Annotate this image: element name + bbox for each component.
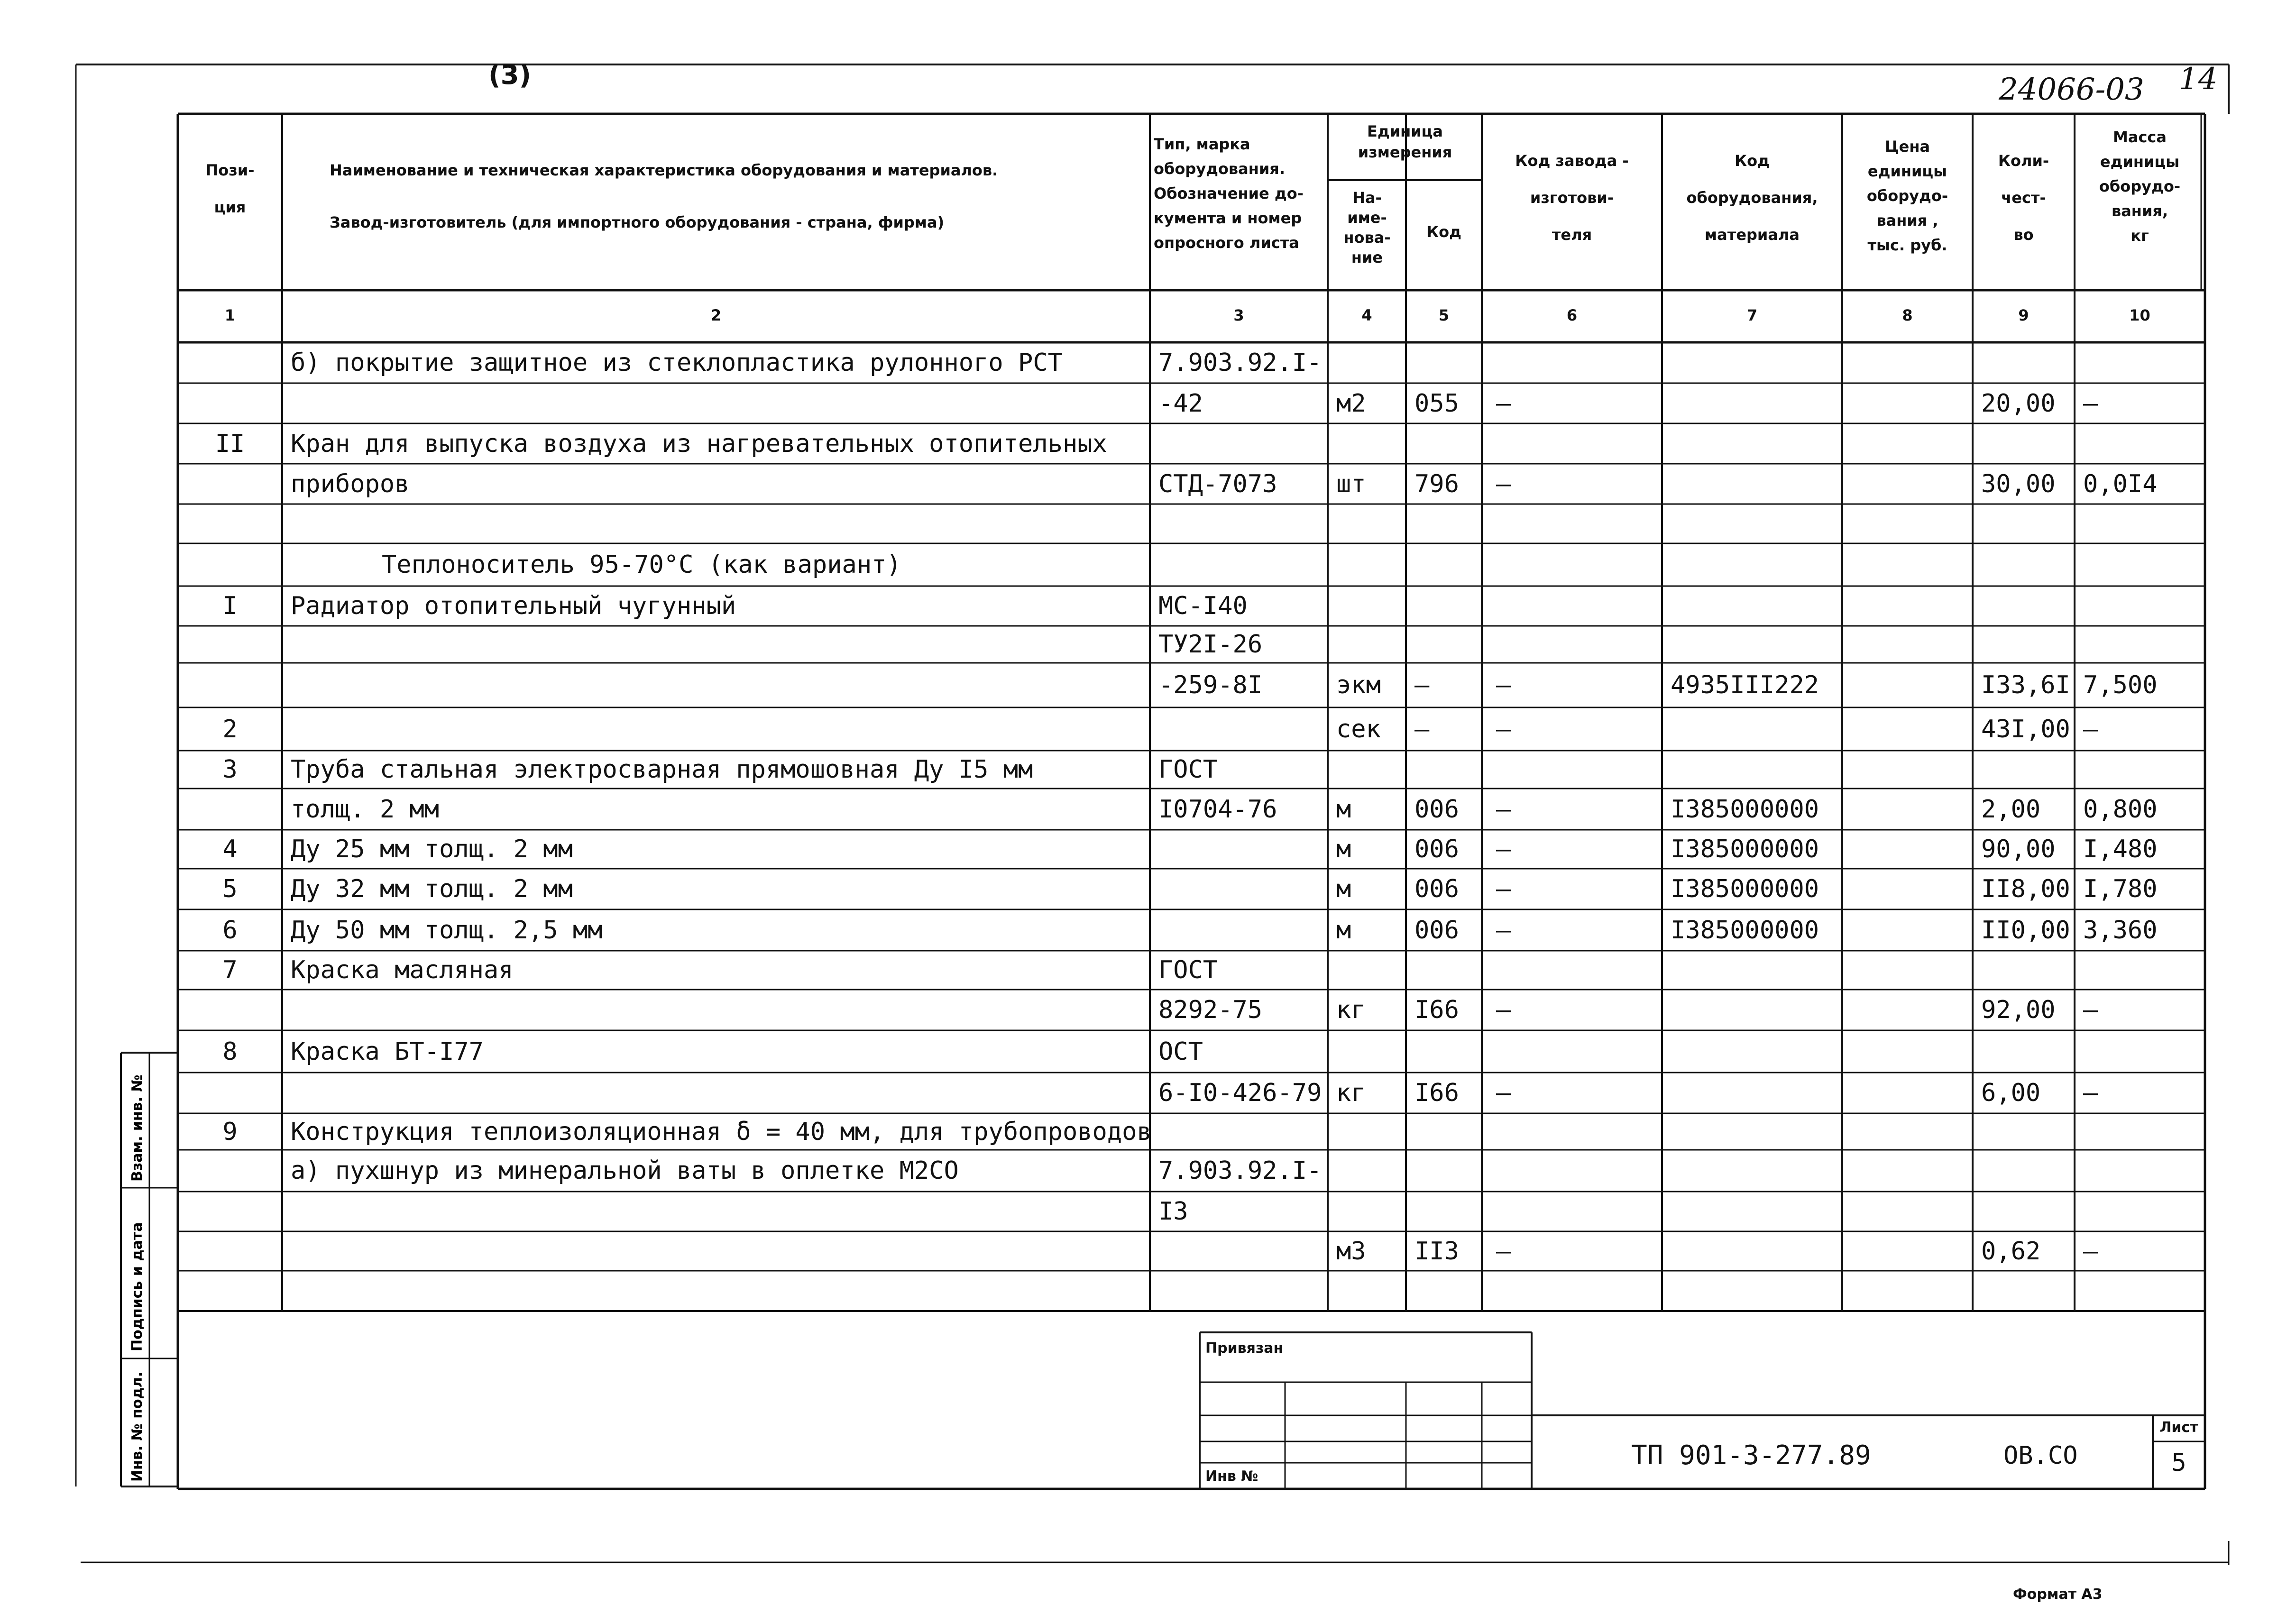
header-c8-line: тыс. руб. [1867, 236, 1947, 254]
header-c7-line: материала [1705, 226, 1800, 244]
cell-qty: 92,00 [1981, 996, 2056, 1024]
header-c10-line: единицы [2100, 153, 2180, 171]
cell-type: -42 [1158, 389, 1203, 418]
cell-factory: – [1496, 671, 1511, 699]
cell-unit: м [1336, 795, 1351, 824]
doc-number-handwritten: 24066-03 [1999, 72, 2144, 107]
cell-type: ОСТ [1158, 1037, 1203, 1066]
cell-qty: 20,00 [1981, 389, 2056, 418]
cell-unit: м2 [1336, 389, 1366, 418]
cell-type: 7.903.92.I- [1158, 1156, 1322, 1185]
header-c6-line: изготови- [1530, 189, 1614, 207]
cell-type: 8292-75 [1158, 996, 1263, 1024]
column-number: 5 [1438, 306, 1450, 324]
header-unit-name: На- [1352, 189, 1382, 207]
cell-factory: – [1496, 875, 1511, 903]
cell-material-code: I385000000 [1671, 835, 1819, 863]
cell-type: I3 [1158, 1197, 1188, 1226]
header-units-title: измерения [1358, 143, 1452, 161]
cell-qty: I33,6I [1981, 671, 2070, 699]
format-label: Формат А3 [2013, 1586, 2103, 1603]
cell-name: Теплоноситель 95-70°С (как вариант) [382, 551, 901, 579]
header-c10-line: вания, [2111, 202, 2168, 220]
cell-name: Конструкция теплоизоляционная δ = 40 мм, для трубопроводов [291, 1117, 1152, 1146]
side-label: Взам. инв. № [129, 1074, 146, 1182]
cell-code: – [1414, 715, 1430, 743]
cell-code: 006 [1414, 875, 1459, 903]
cell-type: МС-I40 [1158, 592, 1248, 620]
header-c8-line: единицы [1867, 162, 1947, 180]
cell-pos: 5 [222, 875, 238, 903]
header-c3-line: опросного листа [1154, 234, 1299, 252]
header-c9-line: Коли- [1998, 152, 2049, 170]
header-c7-line: оборудования, [1686, 189, 1818, 207]
header-c1-line: ция [214, 198, 246, 216]
cell-qty: 6,00 [1981, 1079, 2041, 1107]
header-unit-name: нова- [1343, 229, 1391, 247]
cell-mass: – [2083, 1079, 2098, 1107]
cell-type: ГОСТ [1158, 956, 1218, 984]
cell-factory: – [1496, 1079, 1511, 1107]
cell-code: 006 [1414, 835, 1459, 863]
cell-code: – [1414, 671, 1430, 699]
cell-qty: II0,00 [1981, 916, 2070, 945]
side-label: Инв. № подл. [129, 1371, 146, 1482]
cell-qty: 0,62 [1981, 1237, 2041, 1266]
column-number: 9 [2018, 306, 2029, 324]
cell-factory: – [1496, 795, 1511, 824]
header-c10-line: Масса [2113, 128, 2167, 146]
cell-code: I66 [1414, 1079, 1459, 1107]
header-c2-line: Наименование и техническая характеристика оборудования и материалов. [330, 161, 998, 179]
header-c3-line: Тип, марка [1154, 135, 1250, 153]
sheet-number-handwritten: 14 [2179, 62, 2218, 97]
header-unit-name: име- [1347, 209, 1387, 227]
cell-factory: – [1496, 996, 1511, 1024]
column-number: 7 [1746, 306, 1758, 324]
cell-name: а) пухшнур из минеральной ваты в оплетке М2СО [291, 1156, 959, 1185]
cell-name: Труба стальная электросварная прямошовная Ду I5 мм [291, 755, 1033, 784]
cell-unit: м [1336, 916, 1351, 945]
header-c3-line: кумента и номер [1154, 209, 1302, 227]
header-c9-line: во [2013, 226, 2034, 244]
cell-pos: 6 [222, 916, 238, 945]
cell-qty: 30,00 [1981, 469, 2056, 498]
header-c6-line: Код завода - [1515, 152, 1629, 170]
cell-pos: 3 [222, 755, 238, 784]
cell-name: Ду 25 мм толщ. 2 мм [291, 835, 573, 863]
cell-unit: м3 [1336, 1237, 1366, 1266]
cell-factory: – [1496, 1237, 1511, 1266]
cell-mass: 0,800 [2083, 795, 2158, 824]
header-c10-line: кг [2131, 227, 2149, 245]
cell-unit: кг [1336, 1079, 1366, 1107]
cell-qty: 90,00 [1981, 835, 2056, 863]
cell-mass: – [2083, 389, 2098, 418]
page-marker: (3) [488, 60, 532, 91]
cell-mass: I,480 [2083, 835, 2158, 863]
cell-name: Кран для выпуска воздуха из нагревательных отопительных [291, 429, 1107, 458]
cell-material-code: I385000000 [1671, 875, 1819, 903]
header-c8-line: оборудо- [1866, 187, 1948, 205]
header-c3-line: оборудования. [1154, 160, 1285, 178]
header-c2-line: Завод-изготовитель (для импортного оборудования - страна, фирма) [330, 213, 945, 231]
cell-unit: шт [1336, 469, 1366, 498]
cell-qty: 43I,00 [1981, 715, 2070, 743]
cell-type: 7.903.92.I- [1158, 349, 1322, 377]
cell-name: толщ. 2 мм [291, 795, 440, 824]
header-c1-line: Пози- [205, 161, 255, 179]
header-units-title: Единица [1367, 122, 1443, 140]
cell-pos: 9 [222, 1117, 238, 1146]
column-number: 10 [2129, 306, 2150, 324]
cell-code: 006 [1414, 795, 1459, 824]
stamp-inv-label: Инв № [1205, 1468, 1258, 1485]
cell-type: -259-8I [1158, 671, 1263, 699]
section-code: ОВ.СО [2003, 1441, 2078, 1470]
cell-mass: – [2083, 715, 2098, 743]
cell-name: Краска БТ-I77 [291, 1037, 484, 1066]
stamp-sheet-label: Лист [2159, 1419, 2198, 1436]
cell-mass: I,780 [2083, 875, 2158, 903]
cell-code: 006 [1414, 916, 1459, 945]
cell-mass: 7,500 [2083, 671, 2158, 699]
cell-pos: I [222, 592, 238, 620]
cell-unit: кг [1336, 996, 1366, 1024]
header-unit-code: Код [1426, 223, 1461, 241]
cell-factory: – [1496, 916, 1511, 945]
stamp-bound-label: Привязан [1205, 1340, 1284, 1357]
header-c3-line: Обозначение до- [1154, 184, 1304, 202]
cell-unit: м [1336, 875, 1351, 903]
cell-pos: 2 [222, 715, 238, 743]
cell-pos: II [215, 429, 245, 458]
column-number: 2 [710, 306, 722, 324]
cell-material-code: I385000000 [1671, 795, 1819, 824]
cell-mass: 0,0I4 [2083, 469, 2158, 498]
cell-factory: – [1496, 469, 1511, 498]
cell-name: Ду 32 мм толщ. 2 мм [291, 875, 573, 903]
cell-type: 6-I0-426-79 [1158, 1079, 1322, 1107]
header-c6-line: теля [1552, 226, 1592, 244]
cell-pos: 8 [222, 1037, 238, 1066]
cell-factory: – [1496, 715, 1511, 743]
cell-qty: II8,00 [1981, 875, 2070, 903]
cell-name: приборов [291, 469, 410, 498]
cell-qty: 2,00 [1981, 795, 2041, 824]
column-number: 6 [1566, 306, 1578, 324]
cell-unit: экм [1336, 671, 1381, 699]
cell-pos: 7 [222, 956, 238, 984]
cell-factory: – [1496, 835, 1511, 863]
cell-code: I66 [1414, 996, 1459, 1024]
cell-mass: – [2083, 996, 2098, 1024]
cell-unit: сек [1336, 715, 1381, 743]
column-number: 8 [1902, 306, 1913, 324]
cell-name: б) покрытие защитное из стеклопластика рулонного РСТ [291, 349, 1063, 377]
cell-code: 796 [1414, 469, 1459, 498]
column-number: 1 [224, 306, 236, 324]
header-c9-line: чест- [2001, 189, 2046, 207]
cell-mass: 3,360 [2083, 916, 2158, 945]
column-number: 3 [1233, 306, 1244, 324]
header-c7-line: Код [1735, 152, 1770, 170]
cell-mass: – [2083, 1237, 2098, 1266]
cell-name: Краска масляная [291, 956, 514, 984]
cell-code: II3 [1414, 1237, 1459, 1266]
cell-name: Радиатор отопительный чугунный [291, 592, 736, 620]
cell-type: I0704-76 [1158, 795, 1277, 824]
project-code: ТП 901-3-277.89 [1631, 1440, 1871, 1471]
cell-code: 055 [1414, 389, 1459, 418]
stamp-sheet-number: 5 [2171, 1449, 2186, 1477]
cell-type: ГОСТ [1158, 755, 1218, 784]
header-unit-name: ние [1351, 248, 1383, 266]
side-label: Подпись и дата [129, 1222, 146, 1351]
header-c8-line: Цена [1884, 138, 1930, 156]
column-number: 4 [1361, 306, 1372, 324]
header-c8-line: вания , [1876, 211, 1938, 229]
cell-type: ТУ2I-26 [1158, 630, 1263, 659]
header-c10-line: оборудо- [2099, 177, 2181, 195]
cell-unit: м [1336, 835, 1351, 863]
cell-pos: 4 [222, 835, 238, 863]
cell-material-code: I385000000 [1671, 916, 1819, 945]
cell-factory: – [1496, 389, 1511, 418]
cell-material-code: 4935III222 [1671, 671, 1819, 699]
cell-type: СТД-7073 [1158, 469, 1277, 498]
cell-name: Ду 50 мм толщ. 2,5 мм [291, 916, 603, 945]
